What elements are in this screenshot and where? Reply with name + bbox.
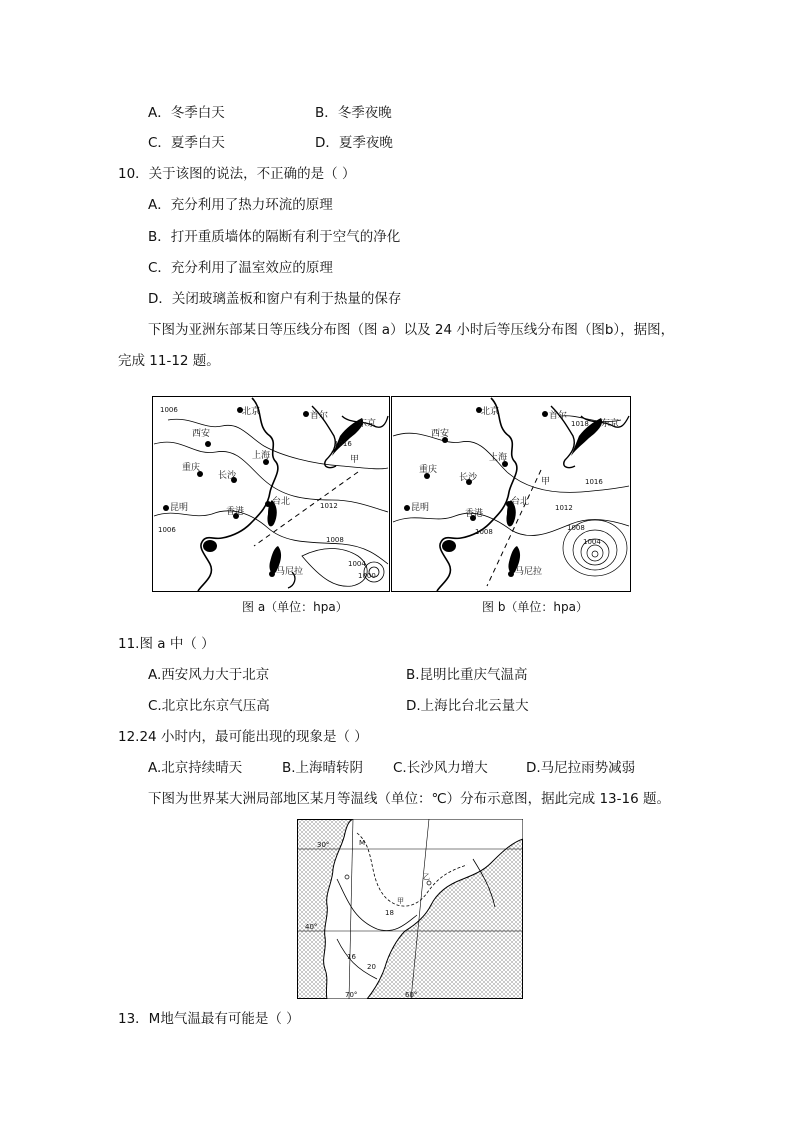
map-a-caption: 图 a（单位：hpa） [242,600,348,614]
intro-11-12-line1: 下图为亚洲东部某日等压线分布图（图 a）以及 24 小时后等压线分布图（图b），据图， [148,322,675,338]
svg-text:1008: 1008 [567,524,585,532]
city-taipei-a: 台北 [272,497,291,507]
svg-text:40°: 40° [305,923,318,931]
city-beijing-a: 北京 [242,407,261,417]
city-tokyo-b: 东京 [601,419,620,429]
q12-option-d: D.马尼拉雨势减弱 [526,760,636,776]
svg-text:20: 20 [367,963,376,971]
svg-text:1006: 1006 [160,406,178,414]
label-yi: 乙 [423,873,430,881]
q10-stem: 10．关于该图的说法，不正确的是（ ） [118,166,356,182]
city-xian-a: 西安 [192,429,211,439]
city-seoul-b: 首尔 [549,411,568,421]
svg-text:1016: 1016 [585,478,603,486]
q9-option-b: B．冬季夜晚 [315,105,392,121]
marker-jia-b: 甲 [541,477,551,487]
q10-option-a: A．充分利用了热力环流的原理 [148,197,333,213]
svg-text:70°: 70° [345,991,358,999]
marker-jia-a: 甲 [350,455,360,465]
city-tokyo-a: 东京 [358,419,377,429]
svg-text:1006: 1006 [158,526,176,534]
city-shanghai-b: 上海 [489,453,508,463]
city-manila-a: 马尼拉 [276,567,304,577]
svg-text:1012: 1012 [555,504,573,512]
city-changsha-b: 长沙 [459,473,478,483]
q10-option-b: B．打开重质墙体的隔断有利于空气的净化 [148,229,401,245]
city-kunming-b: 昆明 [411,503,430,513]
svg-text:1004: 1004 [348,560,366,568]
svg-text:1004: 1004 [583,538,601,546]
svg-text:1018: 1018 [571,420,589,428]
q9-option-d: D．夏季夜晚 [315,135,393,151]
q10-option-d: D．关闭玻璃盖板和窗户有利于热量的保存 [148,291,402,307]
city-changsha-a: 长沙 [218,471,237,481]
isobar-map-a [152,396,390,592]
q10-option-c: C．充分利用了温室效应的原理 [148,260,333,276]
q11-stem: 11.图 a 中（ ） [118,636,215,652]
city-hongkong-b: 香港 [465,509,484,519]
isobar-map-b [391,396,631,592]
city-chongqing-a: 重庆 [182,463,201,473]
intro-11-12-line2: 完成 11-12 题。 [118,353,220,369]
city-chongqing-b: 重庆 [419,465,438,475]
svg-text:1000: 1000 [358,572,376,580]
svg-text:16: 16 [347,953,356,961]
q12-option-a: A.北京持续晴天 [148,760,243,776]
isotherm-map [297,819,523,999]
q13-stem: 13．M地气温最有可能是（ ） [118,1011,300,1027]
svg-text:30°: 30° [317,841,330,849]
city-xian-b: 西安 [431,429,450,439]
q9-option-a: A．冬季白天 [148,105,225,121]
city-manila-b: 马尼拉 [515,567,543,577]
q11-option-b: B.昆明比重庆气温高 [406,667,528,683]
svg-text:1016: 1016 [334,440,352,448]
city-shanghai-a: 上海 [252,451,271,461]
q9-option-c: C．夏季白天 [148,135,225,151]
q12-stem: 12.24 小时内，最可能出现的现象是（ ） [118,729,368,745]
map-b-caption: 图 b（单位：hpa） [482,600,589,614]
city-beijing-b: 北京 [481,407,500,417]
city-hongkong-a: 香港 [226,507,245,517]
svg-text:1008: 1008 [326,536,344,544]
city-seoul-a: 首尔 [310,411,329,421]
q12-option-c: C.长沙风力增大 [393,760,488,776]
q11-option-d: D.上海比台北云量大 [406,698,529,714]
city-kunming-a: 昆明 [170,503,189,513]
city-taipei-b: 台北 [511,497,530,507]
q12-option-b: B.上海晴转阴 [282,760,364,776]
intro-13-16: 下图为世界某大洲局部地区某月等温线（单位：℃）分布示意图，据此完成 13-16 题。 [148,791,670,807]
q11-option-c: C.北京比东京气压高 [148,698,270,714]
q11-option-a: A.西安风力大于北京 [148,667,270,683]
label-jia: 甲 [397,897,404,905]
label-m: M [359,839,366,847]
svg-text:18: 18 [385,909,394,917]
svg-text:1008: 1008 [475,528,493,536]
svg-text:1012: 1012 [320,502,338,510]
svg-text:60°: 60° [405,991,418,999]
